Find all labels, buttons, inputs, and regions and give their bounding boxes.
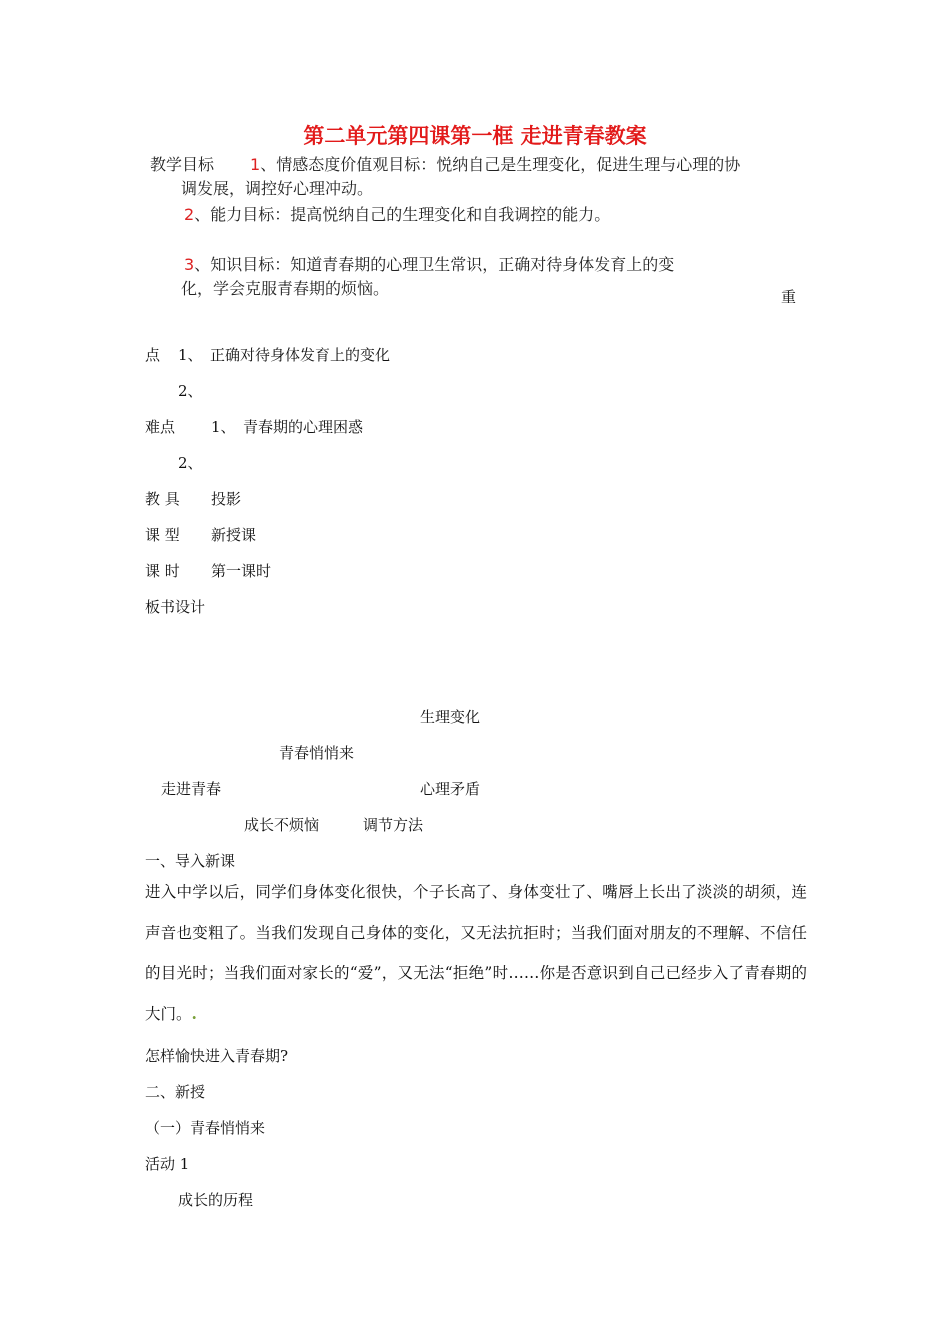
difficulty-2: 2、 [178, 454, 203, 472]
board-grow-no-worry: 成长不烦恼 [244, 816, 320, 834]
subsection-heading: （一）青春悄悄来 [145, 1119, 266, 1137]
tools-label: 教 具 [145, 490, 180, 508]
board-physiological-change: 生理变化 [420, 708, 481, 726]
document-title: 第二单元第四课第一框 走进青春教案 [303, 124, 647, 148]
objective-3: 3、知识目标：知道青春期的心理卫生常识，正确对待身体发育上的变 [184, 255, 675, 274]
board-enter-youth: 走进青春 [161, 780, 222, 798]
board-psych-conflict: 心理矛盾 [420, 780, 481, 798]
objectives-label: 教学目标 [150, 155, 215, 174]
tools-value: 投影 [211, 490, 242, 508]
board-design-label: 板书设计 [145, 598, 206, 616]
intro-paragraph: 进入中学以后，同学们身体变化很快，个子长高了、身体变壮了、嘴唇上长出了淡淡的胡须，连声音也变粗了。当我们发现自己身体的变化，又无法抗拒时；当我们面对朋友的不理解、不信任的目光时；当我们面对家长的“爱”，又无法“拒绝”时……你是否意识到自己已经步入了青春期的大门。. [145, 883, 807, 1023]
board-youth-arrives: 青春悄悄来 [279, 744, 355, 762]
objective-3-continued: 化，学会克服青春期的烦恼。 [181, 279, 390, 298]
lesson-period-value: 第一课时 [211, 562, 272, 580]
activity-title: 成长的历程 [178, 1191, 254, 1209]
section-intro-heading: 一、导入新课 [145, 852, 236, 870]
lesson-type-value: 新授课 [211, 526, 257, 544]
key-point-1: 1、 正确对待身体发育上的变化 [178, 346, 391, 364]
lesson-period-label: 课 时 [145, 562, 180, 580]
key-points-label-bottom: 点 [145, 346, 161, 364]
objective-1-continued: 调发展，调控好心理冲动。 [181, 179, 374, 198]
intro-question: 怎样愉快进入青春期? [145, 1047, 289, 1065]
key-points-label-top: 重 [781, 288, 797, 306]
lesson-type-label: 课 型 [145, 526, 180, 544]
objective-2: 2、能力目标：提高悦纳自己的生理变化和自我调控的能力。 [184, 205, 611, 224]
difficulties-label: 难点 [145, 418, 176, 436]
section-new-heading: 二、新授 [145, 1083, 206, 1101]
difficulty-1: 1、 青春期的心理困惑 [211, 418, 364, 436]
board-adjust-methods: 调节方法 [363, 816, 424, 834]
objective-1: 1、情感态度价值观目标：悦纳自己是生理变化，促进生理与心理的协 [250, 155, 741, 174]
activity-label: 活动 1 [145, 1155, 190, 1173]
key-point-2: 2、 [178, 382, 203, 400]
